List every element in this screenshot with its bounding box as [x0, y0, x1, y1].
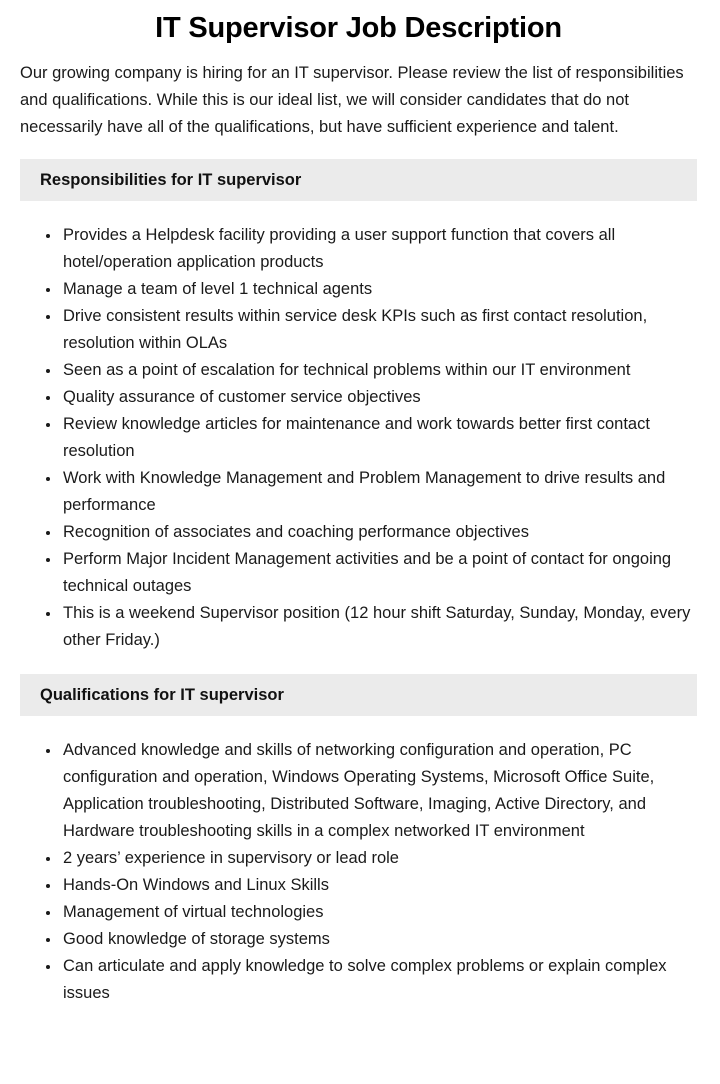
page-title: IT Supervisor Job Description — [155, 12, 562, 44]
list-item: • Hands-On Windows and Linux Skills — [61, 872, 697, 899]
list-item: • Manage a team of level 1 technical agents — [61, 276, 697, 303]
responsibilities-heading: Responsibilities for IT supervisor — [20, 159, 697, 201]
qualifications-list — [20, 737, 697, 1007]
list-item: • Good knowledge of storage systems — [61, 926, 697, 953]
list-item: • Provides a Helpdesk facility providing a user support function that covers all hotel/operation application products — [61, 222, 697, 276]
list-item: • This is a weekend Supervisor position (12 hour shift Saturday, Sunday, Monday, every other Friday.) — [61, 600, 697, 654]
list-item: • Advanced knowledge and skills of networking configuration and operation, PC configuration and operation, Windows Operating Systems, Microsoft Office Suite, Application troubleshooting, Distributed Software, Imaging, Active Directory, and Hardware troubleshooting skills in a complex networked IT environment — [61, 737, 697, 845]
intro-paragraph: Our growing company is hiring for an IT supervisor. Please review the list of responsibilities and qualifications. While this is our ideal list, we will consider candidates that do not necessarily have all of the qualifications, but have sufficient experience and talent. — [20, 64, 684, 136]
list-item: • 2 years’ experience in supervisory or lead role — [61, 845, 697, 872]
responsibilities-list — [20, 222, 697, 654]
list-item: • Work with Knowledge Management and Problem Management to drive results and performance — [61, 465, 697, 519]
responsibilities-section — [20, 159, 697, 654]
qualifications-heading: Qualifications for IT supervisor — [20, 674, 697, 716]
list-item: • Can articulate and apply knowledge to solve complex problems or explain complex issues — [61, 953, 697, 1007]
qualifications-section — [20, 674, 697, 1007]
list-item: • Management of virtual technologies — [61, 899, 697, 926]
list-item: • Perform Major Incident Management activities and be a point of contact for ongoing technical outages — [61, 546, 697, 600]
list-item: • Review knowledge articles for maintenance and work towards better first contact resolution — [61, 411, 697, 465]
list-item: • Recognition of associates and coaching performance objectives — [61, 519, 697, 546]
list-item: • Drive consistent results within service desk KPIs such as first contact resolution, resolution within OLAs — [61, 303, 697, 357]
list-item: • Seen as a point of escalation for technical problems within our IT environment — [61, 357, 697, 384]
list-item: • Quality assurance of customer service objectives — [61, 384, 697, 411]
